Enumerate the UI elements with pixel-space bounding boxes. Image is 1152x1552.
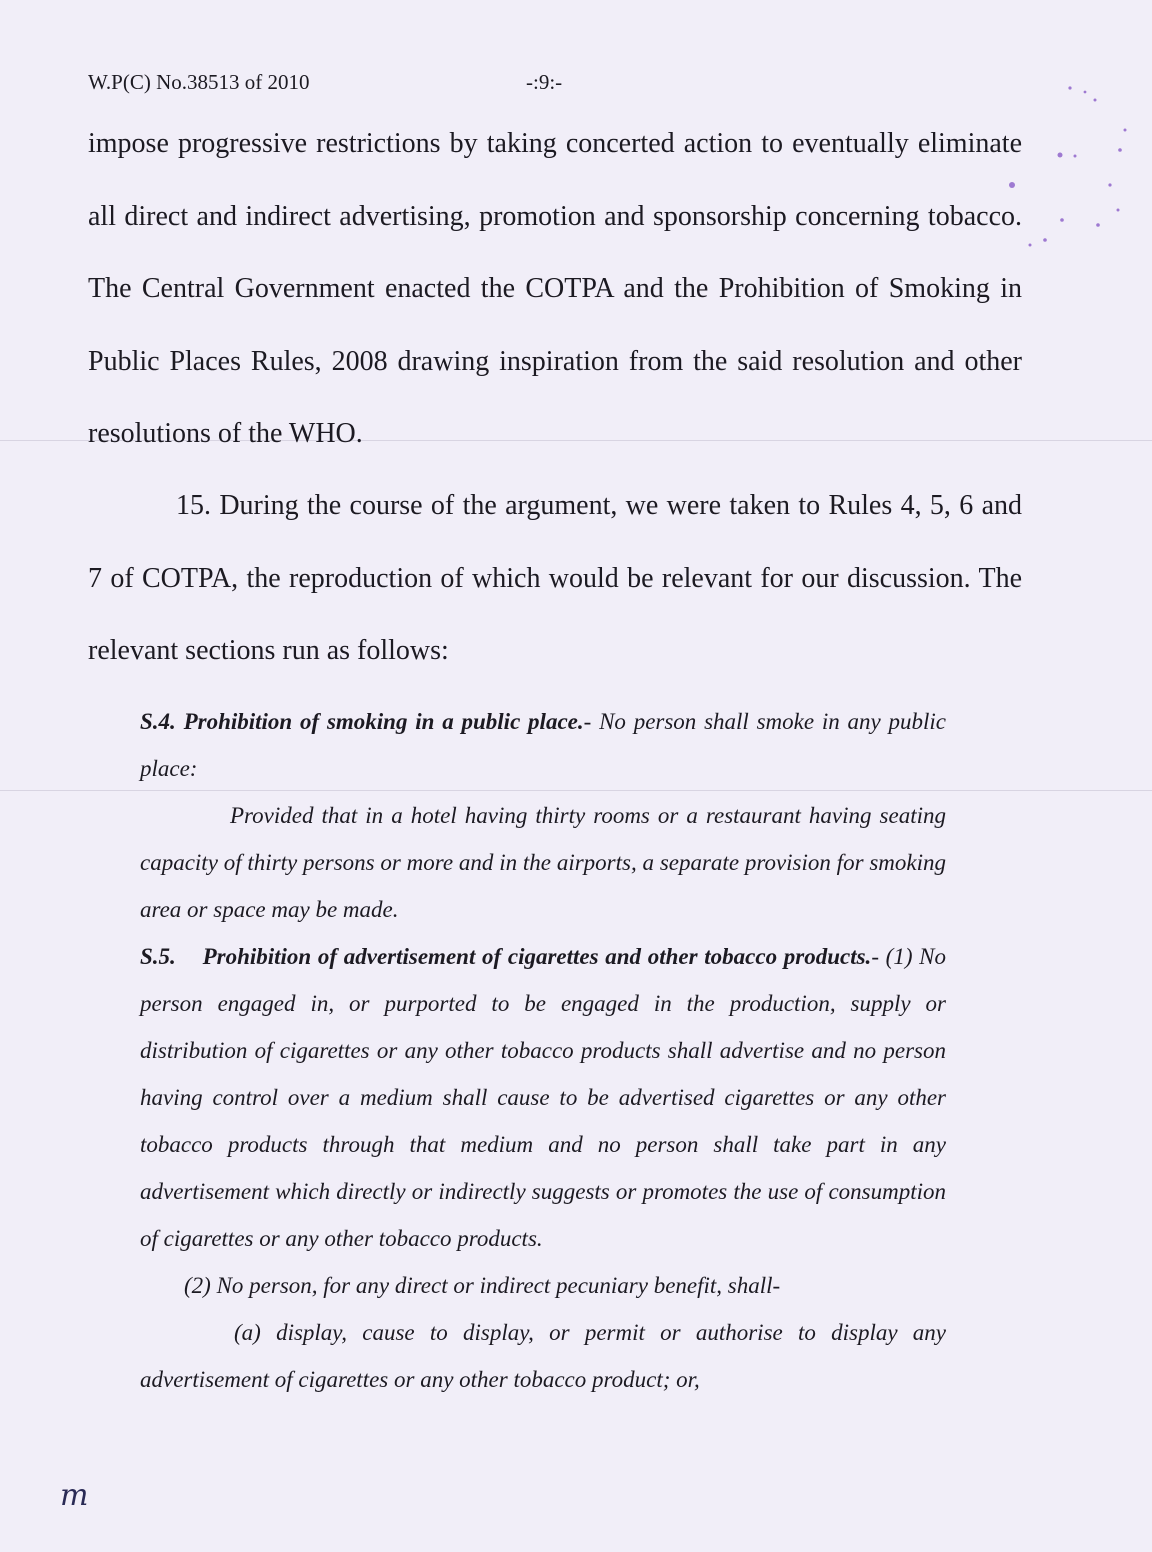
paragraph-14-continuation: impose progressive restrictions by taking concerted action to eventually eliminate all direct and indirect advertising, promotion and sponsorship concerning tobacco. The Central Government enacted the COTPA and the Prohibition of Smoking in Public Places Rules, 2008 drawing inspiration from the said resolution and other resolutions of the WHO. bbox=[88, 128, 1022, 449]
paragraph-15: 15. During the course of the argument, we were taken to Rules 4, 5, 6 and 7 of COTPA, the reproduction of which would be relevant for our discussion. The relevant sections run as follows: bbox=[88, 490, 1022, 666]
section-4-heading: S.4. Prohibition of smoking in a public place. bbox=[140, 709, 584, 734]
section-5-number: S.5. bbox=[140, 944, 176, 969]
section-5-subsection-1: - (1) No person engaged in, or purported to be engaged in the production, supply or distribution of cigarettes or any other tobacco products shall advertise and no person having control over a medium shall cause to be advertised cigarettes or any other tobacco products through that medium and no person shall take part in any advertisement which directly or indirectly suggests or promotes the use of consumption of cigarettes or any other tobacco products. bbox=[140, 944, 947, 1251]
case-number: W.P(C) No.38513 of 2010 bbox=[88, 70, 310, 94]
section-4-text: - No person shall smoke in any public place: bbox=[140, 709, 947, 781]
section-4 bbox=[140, 698, 946, 792]
section-5 bbox=[140, 933, 946, 1262]
section-5-subsection-2: (2) No person, for any direct or indirect pecuniary benefit, shall- bbox=[184, 1273, 781, 1298]
page-number: -:9:- bbox=[526, 70, 563, 94]
handwritten-initials: m bbox=[60, 1478, 89, 1513]
section-4-proviso: Provided that in a hotel having thirty rooms or a restaurant having seating capacity of thirty persons or more and in the airports, a separate provision for smoking area or space may be made. bbox=[140, 803, 946, 922]
section-5-clause-a: (a) display, cause to display, or permit or authorise to display any advertisement of cigarettes or any other tobacco product; or, bbox=[140, 1320, 946, 1392]
quoted-sections bbox=[140, 698, 946, 1403]
section-5-heading: Prohibition of advertisement of cigarettes and other tobacco products. bbox=[202, 944, 872, 969]
stamp-marks bbox=[1000, 70, 1150, 270]
